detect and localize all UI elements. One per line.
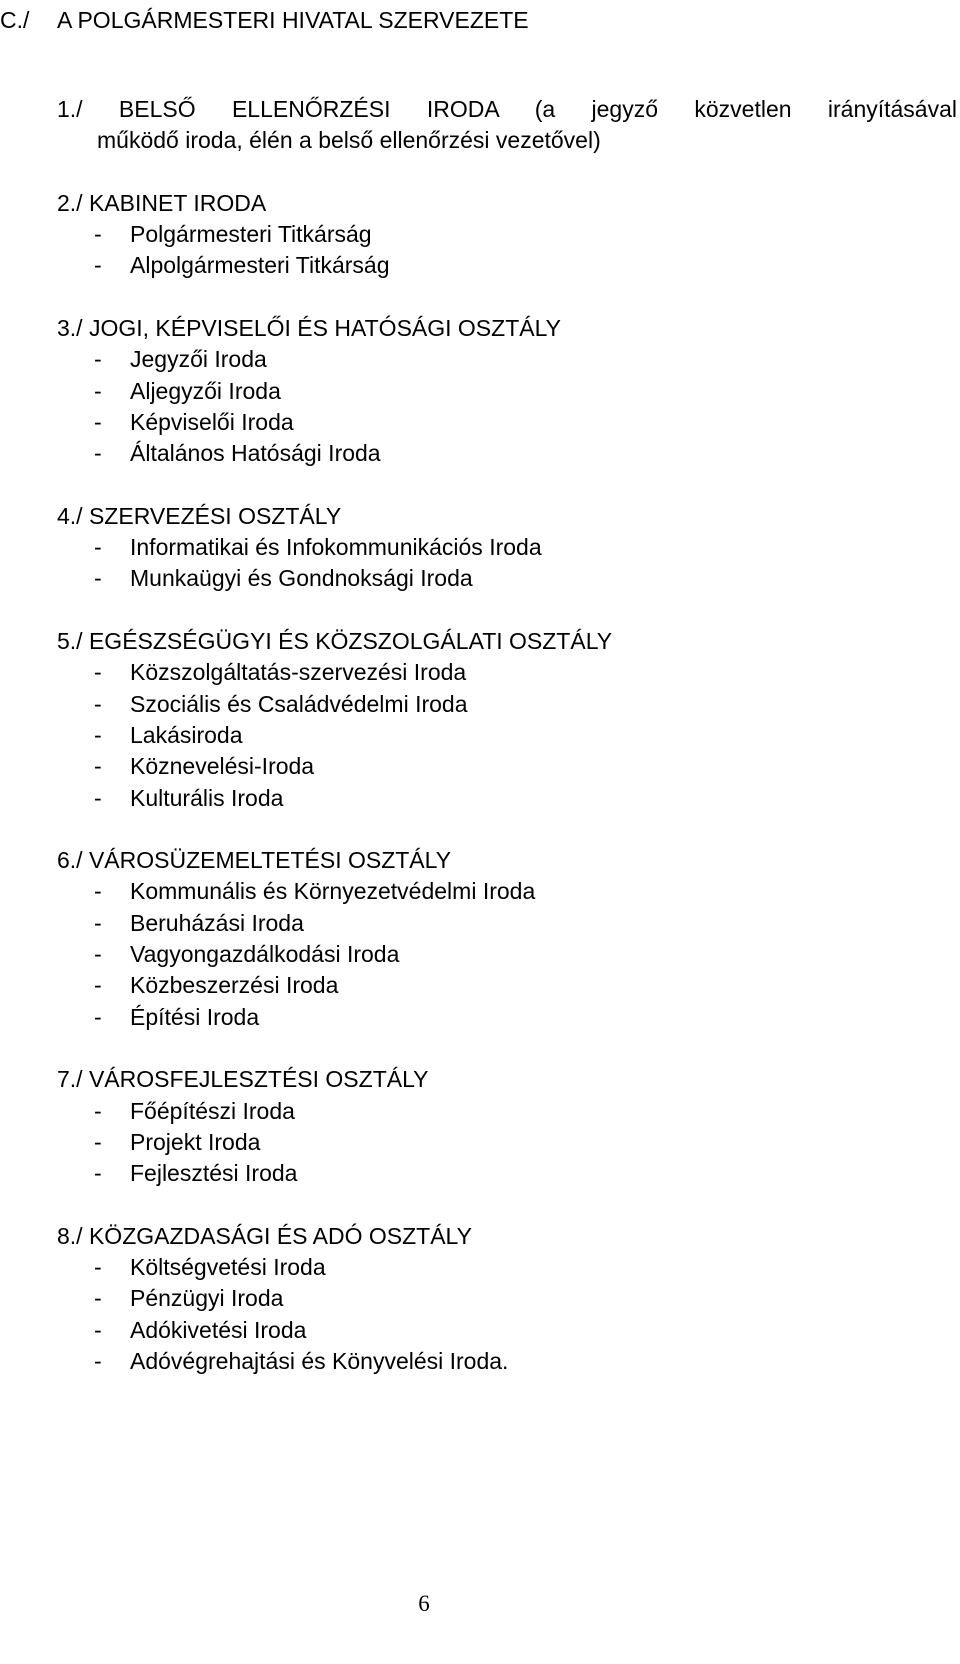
section-3: [57, 313, 957, 469]
list-bullet: -: [94, 909, 102, 936]
list-item-label: Adóvégrehajtási és Könyvelési Iroda.: [130, 1347, 509, 1374]
list-item: [57, 532, 957, 563]
list-item: [57, 720, 957, 751]
list-item: [57, 908, 957, 939]
list-bullet: -: [94, 377, 102, 404]
section-heading: 3./ JOGI, KÉPVISELŐI ÉS HATÓSÁGI OSZTÁLY: [57, 315, 562, 342]
list-bullet: -: [94, 941, 102, 968]
list-item-label: Közbeszerzési Iroda: [130, 972, 339, 999]
section-item-list: [57, 876, 957, 1032]
section-item-list: [57, 657, 957, 813]
page-title-text: A POLGÁRMESTERI HIVATAL SZERVEZETE: [57, 7, 529, 33]
list-bullet: -: [94, 440, 102, 467]
section-item-list: [57, 344, 957, 469]
list-item: [57, 657, 957, 688]
list-item: [57, 1158, 957, 1189]
list-item-label: Munkaügyi és Gondnoksági Iroda: [130, 565, 473, 592]
section-5: [57, 626, 957, 814]
section-heading: 7./ VÁROSFEJLESZTÉSI OSZTÁLY: [57, 1066, 429, 1093]
list-item-label: Polgármesteri Titkárság: [130, 221, 372, 248]
section-heading-continuation: működő iroda, élén a belső ellenőrzési vezetővel): [97, 127, 601, 154]
list-item: [57, 689, 957, 720]
list-bullet: -: [94, 534, 102, 561]
section-7: [57, 1064, 957, 1189]
section-heading: 5./ EGÉSZSÉGÜGYI ÉS KÖZSZOLGÁLATI OSZTÁLY: [57, 628, 613, 655]
list-bullet: -: [94, 1347, 102, 1374]
section-heading: 6./ VÁROSÜZEMELTETÉSI OSZTÁLY: [57, 847, 452, 874]
list-item: [57, 1315, 957, 1346]
section-item-list: [57, 219, 957, 282]
list-item: [57, 970, 957, 1001]
section-8: [57, 1221, 957, 1377]
list-item-label: Főépítészi Iroda: [130, 1097, 295, 1124]
page-title: [0, 6, 529, 34]
list-bullet: -: [94, 878, 102, 905]
list-bullet: -: [94, 1285, 102, 1312]
list-item-label: Alpolgármesteri Titkárság: [130, 252, 390, 279]
list-item: [57, 250, 957, 281]
list-item-label: Pénzügyi Iroda: [130, 1285, 284, 1312]
section-item-list: [57, 532, 957, 595]
list-item-label: Közszolgáltatás-szervezési Iroda: [130, 659, 467, 686]
list-item-label: Általános Hatósági Iroda: [130, 440, 381, 467]
list-item: [57, 1346, 957, 1377]
list-bullet: -: [94, 690, 102, 717]
list-bullet: -: [94, 1128, 102, 1155]
section-1: [57, 94, 957, 157]
list-bullet: -: [94, 784, 102, 811]
list-item-label: Adókivetési Iroda: [130, 1316, 307, 1343]
section-4: [57, 501, 957, 595]
list-bullet: -: [94, 721, 102, 748]
list-bullet: -: [94, 1316, 102, 1343]
list-item-label: Beruházási Iroda: [130, 909, 304, 936]
list-item: [57, 876, 957, 907]
section-item-list: [57, 1096, 957, 1190]
list-bullet: -: [94, 408, 102, 435]
list-item-label: Projekt Iroda: [130, 1128, 261, 1155]
list-item-label: Kulturális Iroda: [130, 784, 284, 811]
list-item-label: Informatikai és Infokommunikációs Iroda: [130, 534, 542, 561]
list-item: [57, 407, 957, 438]
list-item: [57, 1127, 957, 1158]
list-item: [57, 1096, 957, 1127]
list-item-label: Lakásiroda: [130, 721, 243, 748]
list-bullet: -: [94, 753, 102, 780]
list-bullet: -: [94, 1003, 102, 1030]
list-item: [57, 1283, 957, 1314]
list-bullet: -: [94, 1253, 102, 1280]
list-bullet: -: [94, 1097, 102, 1124]
list-item-label: Köznevelési-Iroda: [130, 753, 315, 780]
list-bullet: -: [94, 659, 102, 686]
list-bullet: -: [94, 972, 102, 999]
section-heading-line: 1./ BELSŐ ELLENŐRZÉSI IRODA (a jegyző közvetlen irányításával: [57, 96, 957, 122]
list-item: [57, 783, 957, 814]
list-item: [57, 563, 957, 594]
list-item: [57, 438, 957, 469]
list-item-label: Szociális és Családvédelmi Iroda: [130, 690, 468, 717]
list-item-label: Vagyongazdálkodási Iroda: [130, 941, 400, 968]
list-item-label: Kommunális és Környezetvédelmi Iroda: [130, 878, 536, 905]
list-item: [57, 751, 957, 782]
list-item: [57, 939, 957, 970]
list-bullet: -: [94, 252, 102, 279]
list-bullet: -: [94, 1160, 102, 1187]
list-item: [57, 376, 957, 407]
section-2: [57, 188, 957, 282]
section-heading: 4./ SZERVEZÉSI OSZTÁLY: [57, 502, 342, 529]
list-bullet: -: [94, 346, 102, 373]
list-item: [57, 1002, 957, 1033]
list-item-label: Aljegyzői Iroda: [130, 377, 281, 404]
section-6: [57, 845, 957, 1033]
section-heading: [57, 94, 957, 157]
organization-list: [57, 94, 957, 1408]
list-item-label: Jegyzői Iroda: [130, 346, 267, 373]
section-heading: 8./ KÖZGAZDASÁGI ÉS ADÓ OSZTÁLY: [57, 1222, 472, 1249]
section-heading: 2./ KABINET IRODA: [57, 189, 267, 216]
list-bullet: -: [94, 221, 102, 248]
list-item-label: Költségvetési Iroda: [130, 1253, 326, 1280]
list-item: [57, 344, 957, 375]
list-item-label: Fejlesztési Iroda: [130, 1160, 298, 1187]
section-item-list: [57, 1252, 957, 1377]
list-item-label: Építési Iroda: [130, 1003, 260, 1030]
page-title-number: C./: [0, 7, 30, 33]
list-item: [57, 1252, 957, 1283]
list-item-label: Képviselői Iroda: [130, 408, 294, 435]
page-number: 6: [418, 1591, 430, 1616]
list-bullet: -: [94, 565, 102, 592]
list-item: [57, 219, 957, 250]
